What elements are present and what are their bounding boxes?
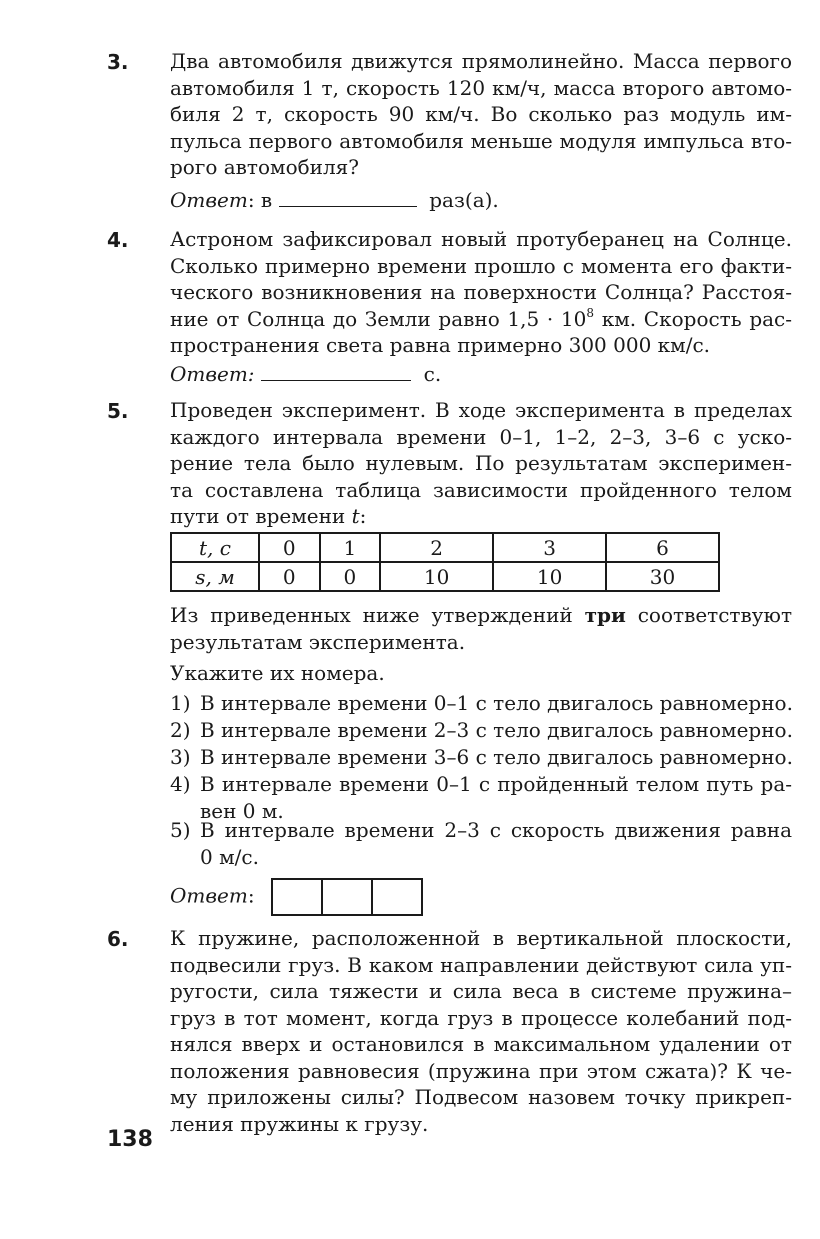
problem-text: Астроном зафиксировал новый протуберанец на Солнце. Сколько примерно времени прошло с момента его факти- ческого возникновения на поверхности Солнца? Расстоя- ние от Солнца до Земли равно $1,5 \cdot 10^8$ км. Скорость рас- пространения света равна примерно 300 000 км/с. xyxy=(170,227,792,357)
table-row: s, м 0 0 10 10 30 xyxy=(171,562,719,591)
answer-line: Ответ: с. xyxy=(170,362,442,386)
answer-blank[interactable] xyxy=(279,188,417,207)
answer-box[interactable] xyxy=(373,878,423,916)
problem-number: 3. xyxy=(107,50,129,74)
table-row: t, c 0 1 2 3 6 xyxy=(171,533,719,562)
problem-text: К пружине, расположенной в вертикальной плоскости, подвесили груз. В каком направлении действуют сила уп- ругости, сила тяжести и сила веса в системе пружина– груз в тот момент, когда груз в процессе колебаний под- нялся вверх и остановился в максимальном удалении от положения равновесия (пружина при этом сжата)? К че- му приложены силы? Подвесом назовем точку прикреп- ления пружины к грузу. xyxy=(170,926,792,1136)
page-number: 138 xyxy=(107,1127,153,1152)
problem-number: 5. xyxy=(107,399,129,423)
problem-text: Два автомобиля движутся прямолинейно. Масса первого автомобиля 1 т, скорость 120 км/ч, масса второго автомо- биля 2 т, скорость 90 км/ч. Во сколько раз модуль им- пульса первого автомобиля меньше модуля импульса вто- рого автомобиля? xyxy=(170,49,792,179)
statement-intro: Из приведенных ниже утверждений три соответствуют результатам эксперимента. xyxy=(170,603,793,654)
problem-text: Проведен эксперимент. В ходе эксперимента в пределах каждого интервала времени 0–1, 1–2, 2–3, 3–6 с уско- рение тела было нулевым. По результатам эксперимен- та составлена таблица зависимости пройденного телом пути от времени t: xyxy=(170,398,792,528)
problem-number: 4. xyxy=(107,228,129,252)
answer-boxes xyxy=(271,878,423,916)
instruction: Укажите их номера. xyxy=(170,661,385,685)
answer-box[interactable] xyxy=(271,878,323,916)
answer-boxes-line: Ответ: xyxy=(170,878,423,916)
answer-blank[interactable] xyxy=(261,362,411,381)
distance-time-table xyxy=(170,532,720,592)
answer-line: Ответ: в раз(а). xyxy=(170,188,499,212)
answer-box[interactable] xyxy=(323,878,373,916)
problem-number: 6. xyxy=(107,927,129,951)
